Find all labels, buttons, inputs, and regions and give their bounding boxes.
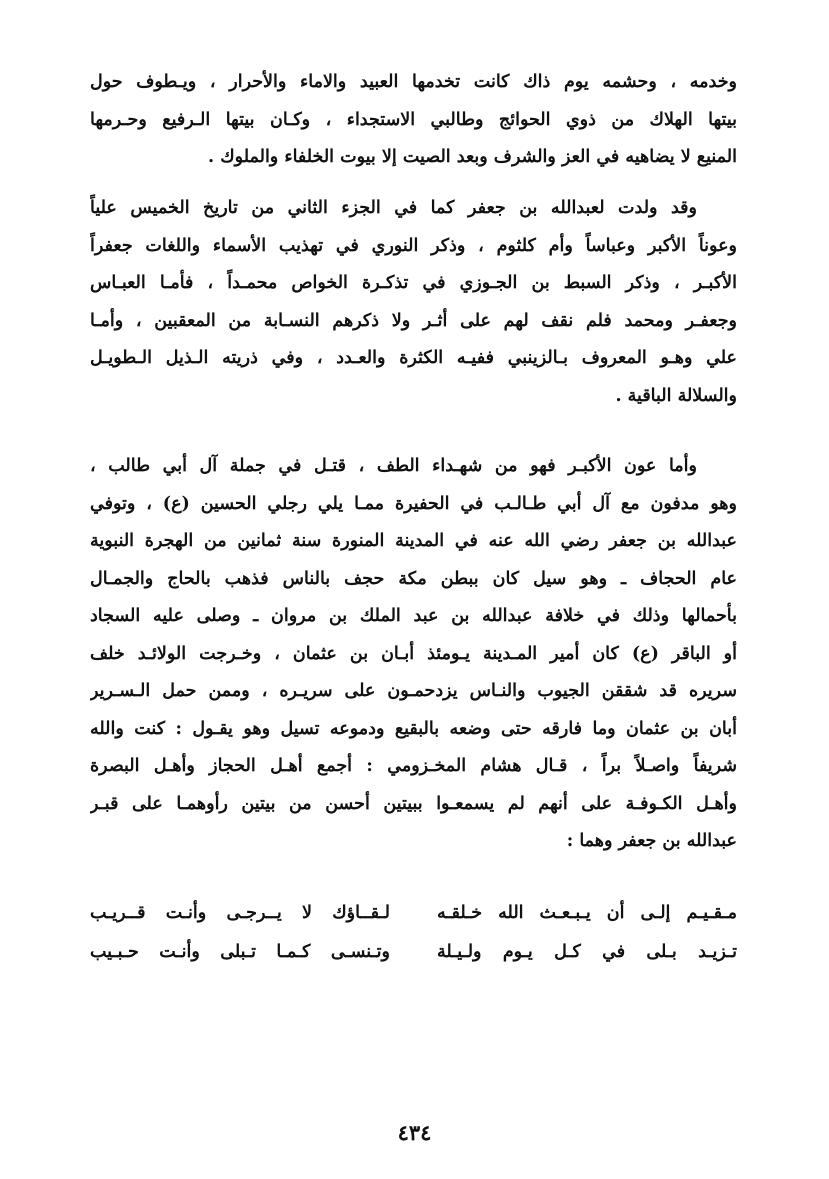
paragraph-2 [90,190,737,415]
text-line: المنيع لا يضاهيه في العز والشرف وبعد الصيت إلا بيوت الخلفاء والملوك . [208,147,737,167]
text-line: وهو مدفون مع آل أبي طـالـب في الحفيرة ممـا يلي رجلي الحسين (ع) ، وتوفي [90,493,737,514]
paragraph-1 [90,64,737,177]
text-line: وجعفـر ومحمد فلم نقف لهم على أثـر ولا ذكرهم النسـابة من المعقبين ، وأمـا [90,310,737,331]
text-line: والسلالة الباقية . [615,385,737,406]
text-line: أو الباقر (ع) كان أمير المـدينة يـومئذ أبـان بن عثمان ، وخـرجت الولائـد خلف [90,643,737,664]
text-line: وقد ولدت لعبدالله بن جعفر كما في الجزء الثاني من تاريخ الخميس علياً [90,198,697,218]
text-line: وعوناً الأكبر وعباساً وأم كلثوم ، وذكر النوري في تهذيب الأسماء واللغات جعفراً [90,235,737,256]
text-line: عبدالله بن جعفر رضي الله عنه في المدينة المنورة سنة ثمانين من الهجرة النبوية [90,531,737,551]
verse-second-hemistich: لـقــاؤك لا يــرجـى وأنـت قــريـب [90,903,390,923]
book-page [90,64,737,1104]
text-line: شريفاً واصـلاً براً ، قـال هشام المخـزومي : أجمع أهـل الحجاز وأهـل البصرة [90,756,737,776]
page-number: ٤٣٤ [397,1120,432,1145]
text-line: سريره قد شققن الجيوب والنـاس يزدحمـون على سريـره ، وممن حمل الـسـرير [90,681,737,701]
verse-line [90,933,737,972]
paragraph-3 [90,448,737,861]
text-line: علي وهـو المعروف بـالزينبي ففيـه الكثرة والعـدد ، وفي ذريته الـذيل الـطويـل [90,348,737,368]
verse-second-hemistich: وتـنسـى كـمـا تـبلى وأنـت حـبـيب [90,942,390,962]
text-line: بأحمالها وذلك في خلافة عبدالله بن عبد الملك بن مروان ـ وصلى عليه السجاد [90,606,737,626]
text-line: وأهـل الكـوفـة على أنهم لم يسمعـوا ببيتين أحسن من بيتين رأوهمـا على قبـر [90,793,737,814]
text-line: الأكبـر ، وذكر السبط بن الجـوزي في تذكـرة الخواص محمـداً ، فأمـا العبـاس [90,273,737,293]
text-line: بيتها الهلاك من ذوي الحوائج وطالبي الاستجداء ، وكـان بيتها الـرفيع وحـرمها [90,109,737,130]
text-line: وخدمه ، وحشمه يوم ذاك كانت تخدمها العبيد والاماء والأحرار ، ويـطوف حول [90,72,737,92]
poem-verses [90,894,737,972]
verse-line [90,894,737,933]
verse-first-hemistich: تـزيـد بـلى في كـل يـوم ولـيـلة [437,942,737,962]
verse-first-hemistich: مـقـيـم إلـى أن يـبـعـث الله خـلقـه [437,903,737,923]
text-line: وأما عون الأكبـر فهو من شهـداء الطف ، قتـل في جملة آل أبي طالب ، [90,456,697,476]
text-line: أبان بن عثمان وما فارقه حتى وضعه بالبقيع ودموعه تسيل وهو يقـول : كنت والله [90,718,737,739]
text-line: عبدالله بن جعفر وهما : [566,831,737,851]
text-line: عام الحجاف ـ وهو سيل كان ببطن مكة حجف بالناس فذهب بالحاج والجمـال [90,568,737,589]
